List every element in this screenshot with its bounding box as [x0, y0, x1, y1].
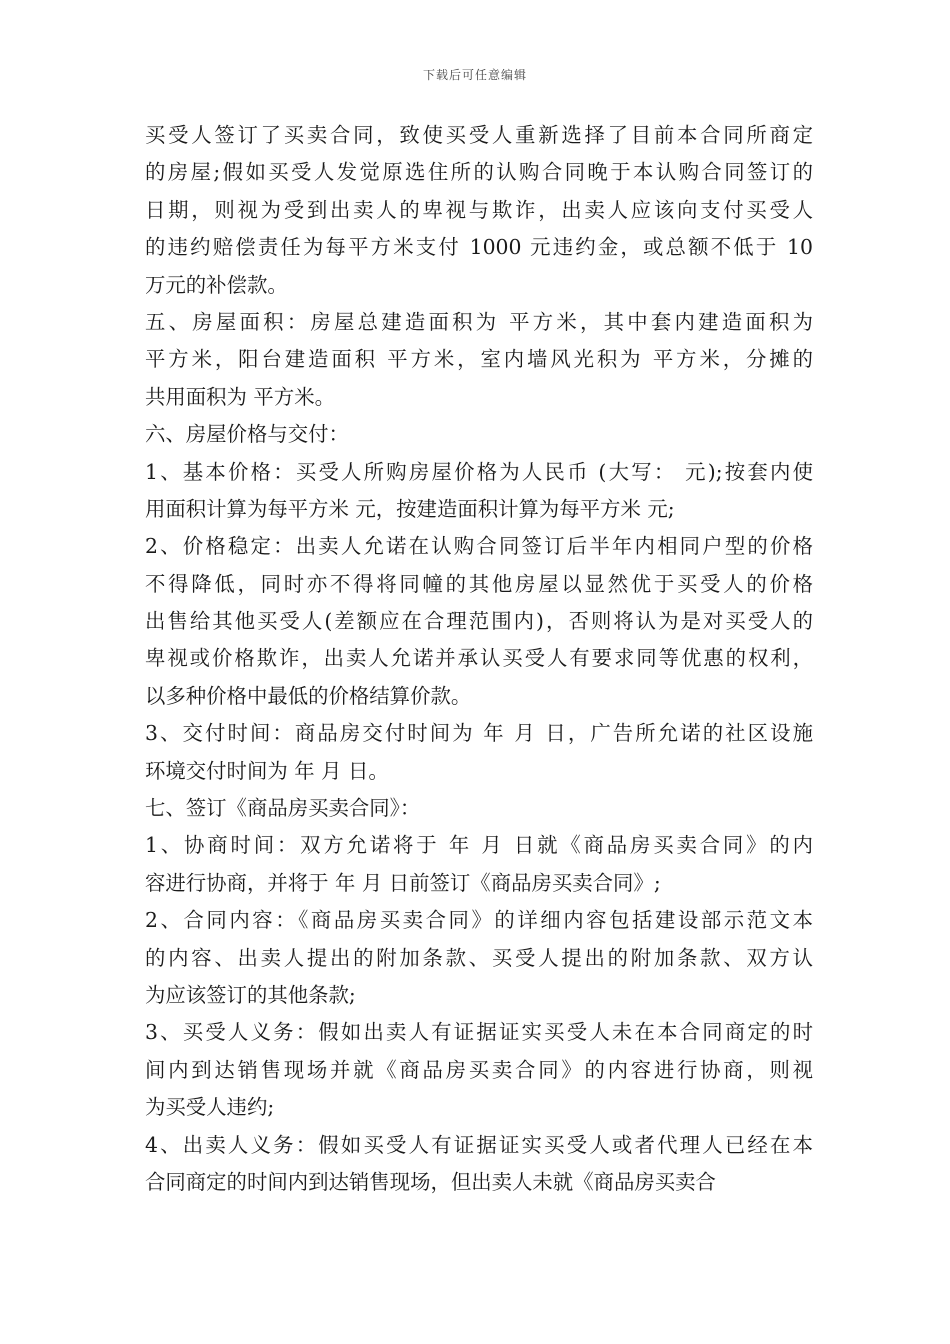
text-line: 的内容、出卖人提出的附加条款、买受人提出的附加条款、双方认: [145, 945, 813, 970]
paragraph: [145, 790, 813, 827]
document-body: [145, 117, 813, 1201]
paragraph: [145, 1127, 813, 1202]
text-line: 六、房屋价格与交付：: [145, 422, 349, 447]
text-line: 环境交付时间为 年 月 日。: [145, 758, 389, 783]
paragraph: [145, 827, 813, 902]
text-line: 出售给其他买受人(差额应在合理范围内)，否则将认为是对买受人的: [145, 609, 813, 634]
text-line: 日期，则视为受到出卖人的卑视与欺诈，出卖人应该向支付买受人: [145, 197, 813, 222]
text-line: 3、买受人义务：假如出卖人有证据证实买受人未在本合同商定的时: [145, 1020, 813, 1045]
paragraph: [145, 715, 813, 790]
text-line: 为应该签订的其他条款;: [145, 982, 356, 1007]
text-line: 为买受人违约;: [145, 1095, 275, 1120]
text-line: 的房屋;假如买受人发觉原选住所的认购合同晚于本认购合同签订的: [145, 160, 813, 185]
text-line: 1、协商时间：双方允诺将于 年 月 日就《商品房买卖合同》的内: [145, 833, 813, 858]
text-line: 的违约赔偿责任为每平方米支付 1000 元违约金，或总额不低于 10: [145, 235, 813, 260]
paragraph: [145, 1014, 813, 1126]
paragraph: [145, 304, 813, 416]
paragraph: [145, 902, 813, 1014]
text-line: 共用面积为 平方米。: [145, 384, 335, 409]
paragraph: [145, 528, 813, 715]
text-line: 合同商定的时间内到达销售现场，但出卖人未就《商品房买卖合: [145, 1169, 716, 1194]
text-line: 1、基本价格：买受人所购房屋价格为人民币 (大写： 元);按套内使: [145, 459, 813, 484]
paragraph: [145, 416, 813, 453]
text-line: 买受人签订了买卖合同，致使买受人重新选择了目前本合同所商定: [145, 123, 813, 147]
text-line: 4、出卖人义务：假如买受人有证据证实买受人或者代理人已经在本: [145, 1132, 813, 1157]
text-line: 平方米，阳台建造面积 平方米，室内墙风光积为 平方米，分摊的: [145, 347, 813, 372]
page-header: 下载后可任意编辑: [422, 68, 527, 82]
paragraph: [145, 454, 813, 529]
text-line: 五、房屋面积：房屋总建造面积为 平方米，其中套内建造面积为: [145, 309, 813, 334]
text-line: 不得降低，同时亦不得将同幢的其他房屋以显然优于买受人的价格: [145, 571, 813, 596]
text-line: 卑视或价格欺诈，出卖人允诺并承认买受人有要求同等优惠的权利，: [145, 646, 813, 671]
text-line: 万元的补偿款。: [145, 272, 288, 297]
text-line: 以多种价格中最低的价格结算价款。: [145, 683, 472, 708]
text-line: 2、价格稳定：出卖人允诺在认购合同签订后半年内相同户型的价格: [145, 534, 813, 559]
text-line: 七、签订《商品房买卖合同》：: [145, 796, 421, 821]
text-line: 间内到达销售现场并就《商品房买卖合同》的内容进行协商，则视: [145, 1057, 813, 1082]
text-line: 3、交付时间：商品房交付时间为 年 月 日，广告所允诺的社区设施: [145, 721, 813, 746]
text-line: 容进行协商，并将于 年 月 日前签订《商品房买卖合同》;: [145, 870, 661, 895]
paragraph: [145, 117, 813, 304]
text-line: 2、合同内容：《商品房买卖合同》的详细内容包括建设部示范文本: [145, 908, 813, 933]
text-line: 用面积计算为每平方米 元，按建造面积计算为每平方米 元;: [145, 496, 675, 521]
